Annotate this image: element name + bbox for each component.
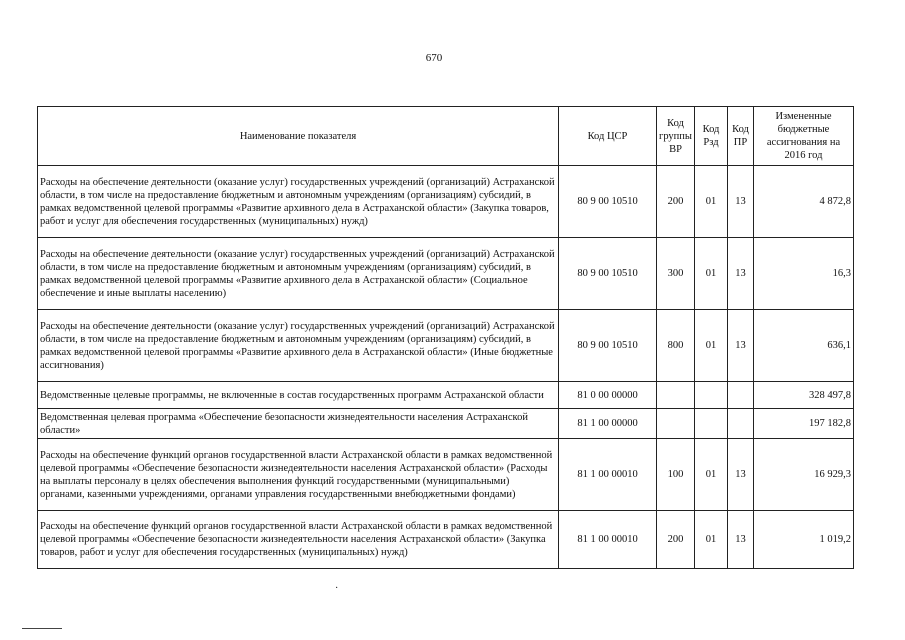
row-csr: 80 9 00 10510 (559, 166, 657, 238)
row-vr (657, 409, 695, 439)
row-amount: 1 019,2 (754, 511, 854, 569)
table-header-row (38, 107, 854, 166)
page-number: 670 (425, 52, 443, 64)
row-csr: 81 0 00 00000 (559, 382, 657, 409)
row-vr: 200 (657, 166, 695, 238)
row-amount: 16 929,3 (754, 439, 854, 511)
row-rzd (695, 409, 728, 439)
header-vr: Код группы ВР (657, 107, 695, 166)
header-csr: Код ЦСР (559, 107, 657, 166)
budget-table (37, 106, 854, 569)
header-name: Наименование показателя (38, 107, 559, 166)
row-name: Ведомственная целевая программа «Обеспечение безопасности жизнедеятельности населения Астраханской области» (38, 409, 559, 439)
row-pr: 13 (728, 166, 754, 238)
row-csr: 81 1 00 00010 (559, 511, 657, 569)
header-pr: Код ПР (728, 107, 754, 166)
footer-rule (22, 628, 62, 629)
row-amount: 197 182,8 (754, 409, 854, 439)
table-row (38, 382, 854, 409)
row-pr (728, 409, 754, 439)
row-amount: 4 872,8 (754, 166, 854, 238)
row-name: Ведомственные целевые программы, не включенные в состав государственных программ Астраханской области (38, 382, 559, 409)
header-amount: Измененные бюджетные ассигнования на 2016 год (754, 107, 854, 166)
row-pr: 13 (728, 238, 754, 310)
row-name: Расходы на обеспечение деятельности (оказание услуг) государственных учреждений (организаций) Астраханской области, в том числе на предоставление бюджетным и автономным учреждениям (организациям) субсидий, в рамках ведомственной целевой программы «Развитие архивного дела в Астраханской области» (Иные бюджетные ассигнования) (38, 310, 559, 382)
table-row (38, 238, 854, 310)
row-vr: 200 (657, 511, 695, 569)
scan-speck: · (335, 583, 339, 594)
row-vr: 100 (657, 439, 695, 511)
row-rzd (695, 382, 728, 409)
table-row (38, 439, 854, 511)
row-pr (728, 382, 754, 409)
row-rzd: 01 (695, 511, 728, 569)
table-row (38, 409, 854, 439)
row-amount: 16,3 (754, 238, 854, 310)
row-name: Расходы на обеспечение функций органов государственной власти Астраханской области в рамках ведомственной целевой программы «Обеспечение безопасности жизнедеятельности населения Астраханской области» (Расходы на выплаты персоналу в целях обеспечения выполнения функций государственными (муниципальными) органами, казенными учреждениями, органами управления государственными внебюджетными фондами) (38, 439, 559, 511)
table-row (38, 511, 854, 569)
row-csr: 81 1 00 00010 (559, 439, 657, 511)
row-rzd: 01 (695, 310, 728, 382)
row-name: Расходы на обеспечение функций органов государственной власти Астраханской области в рамках ведомственной целевой программы «Обеспечение безопасности жизнедеятельности населения Астраханской области» (Закупка товаров, работ и услуг для обеспечения государственных (муниципальных) нужд) (38, 511, 559, 569)
row-name: Расходы на обеспечение деятельности (оказание услуг) государственных учреждений (организаций) Астраханской области, в том числе на предоставление бюджетным и автономным учреждениям (организациям) субсидий, в рамках ведомственной целевой программы «Развитие архивного дела в Астраханской области» (Социальное обеспечение и иные выплаты населению) (38, 238, 559, 310)
row-pr: 13 (728, 439, 754, 511)
row-csr: 80 9 00 10510 (559, 310, 657, 382)
row-rzd: 01 (695, 166, 728, 238)
table-row (38, 166, 854, 238)
row-vr: 300 (657, 238, 695, 310)
row-rzd: 01 (695, 439, 728, 511)
row-csr: 80 9 00 10510 (559, 238, 657, 310)
row-name: Расходы на обеспечение деятельности (оказание услуг) государственных учреждений (организаций) Астраханской области, в том числе на предоставление бюджетным и автономным учреждениям (организациям) субсидий, в рамках ведомственной целевой программы «Развитие архивного дела в Астраханской области» (Закупка товаров, работ и услуг для обеспечения государственных (муниципальных) нужд) (38, 166, 559, 238)
row-vr: 800 (657, 310, 695, 382)
row-pr: 13 (728, 310, 754, 382)
row-csr: 81 1 00 00000 (559, 409, 657, 439)
header-rzd: Код Рзд (695, 107, 728, 166)
row-pr: 13 (728, 511, 754, 569)
row-amount: 328 497,8 (754, 382, 854, 409)
row-rzd: 01 (695, 238, 728, 310)
row-amount: 636,1 (754, 310, 854, 382)
table-row (38, 310, 854, 382)
row-vr (657, 382, 695, 409)
